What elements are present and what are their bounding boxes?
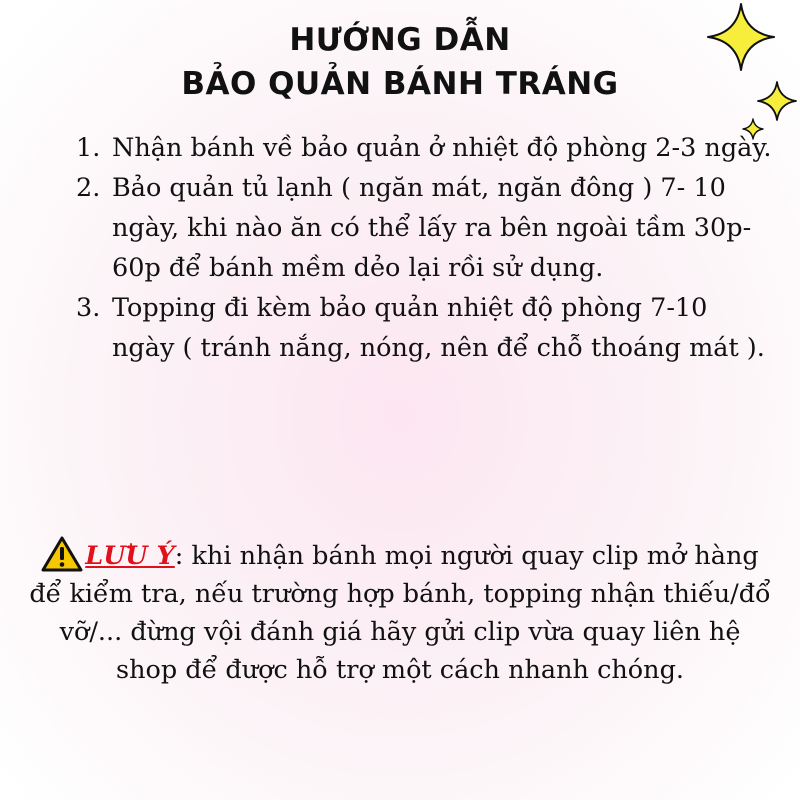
note-label: LƯU Ý [85,541,175,571]
step-number: 1. [76,133,101,163]
list-item [76,168,776,288]
note-text: : khi nhận bánh mọi người quay clip mở hàng để kiểm tra, nếu trường hợp bánh, topping nhận thiếu/đổ vỡ/... đừng vội đánh giá hãy gửi clip vừa quay liên hệ shop để được hỗ trợ một cách nhanh chóng. [29,541,771,685]
list-item [76,128,776,168]
sparkle-star-icon [756,80,798,122]
list-item [76,288,776,368]
step-text: Nhận bánh về bảo quản ở nhiệt độ phòng 2-3 ngày. [112,133,772,163]
step-number: 2. [76,173,101,203]
step-number: 3. [76,293,101,323]
sparkle-star-icon [706,2,776,72]
title-line-1: HƯỚNG DẪN [289,22,511,58]
warning-triangle-icon [41,536,83,572]
step-text: Bảo quản tủ lạnh ( ngăn mát, ngăn đông ) 7- 10 ngày, khi nào ăn có thể lấy ra bên ngoài tầm 30p-60p để bánh mềm dẻo lại rồi sử dụng. [112,173,752,283]
instruction-list [76,128,776,368]
warning-note [28,536,772,689]
title-line-2: BẢO QUẢN BÁNH TRÁNG [181,66,619,102]
step-text: Topping đi kèm bảo quản nhiệt độ phòng 7-10 ngày ( tránh nắng, nóng, nên để chỗ thoáng mát ). [112,293,765,363]
page-title [0,18,800,106]
